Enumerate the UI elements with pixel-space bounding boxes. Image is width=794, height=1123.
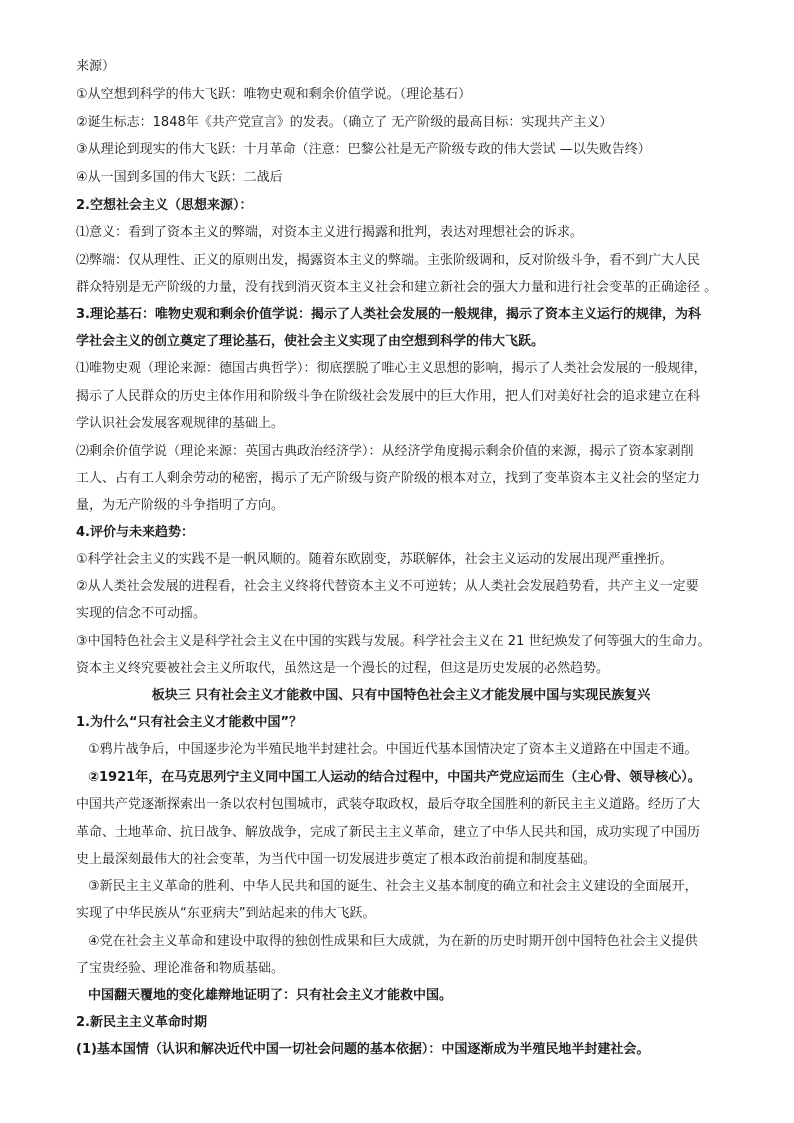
text-line: 革命、土地革命、抗日战争、解放战争，完成了新民主主义革命，建立了中华人民共和国，成功实现了中国历 xyxy=(76,825,701,840)
text-line: 工人、占有工人剩余劳动的秘密，揭示了无产阶级与资产阶级的根本对立，找到了变革资本主义社会的坚定力 xyxy=(76,471,701,486)
text-line: 来源） xyxy=(76,59,116,74)
text-line: ①从空想到科学的伟大飞跃：唯物史观和剩余价值学说。（理论基石） xyxy=(76,87,472,102)
text-line: 中国共产党逐渐探索出一条以农村包围城市，武装夺取政权，最后夺取全国胜利的新民主主义道路。经历了大 xyxy=(76,797,701,812)
text-line: 中国翻天覆地的变化雄辩地证明了：只有社会主义才能救中国。 xyxy=(88,988,453,1003)
text-line: ⑴唯物史观（理论来源：德国古典哲学）：彻底摆脱了唯心主义思想的影响，揭示了人类社会发展的一般规律， xyxy=(76,361,707,376)
section-heading: 2.空想社会主义（思想来源）： xyxy=(76,198,253,213)
block-title: 板块三 只有社会主义才能救中国、只有中国特色社会主义才能发展中国与实现民族复兴 xyxy=(151,688,651,703)
text-line: 实现了中华民族从“东亚病夫”到站起来的伟大飞跃。 xyxy=(76,906,376,921)
text-line: ②诞生标志：1848年《共产党宣言》的发表。（确立了 无产阶级的最高目标：实现共产主义） xyxy=(76,115,613,130)
section-heading: 4.评价与未来趋势： xyxy=(76,525,194,540)
text-line: ④党在社会主义革命和建设中取得的独创性成果和巨大成就，为在新的历史时期开创中国特色社会主义提供 xyxy=(88,934,698,949)
text-line: (1)基本国情（认识和解决近代中国一切社会问题的基本依据）：中国逐渐成为半殖民地半封建社会。 xyxy=(76,1042,650,1057)
section-heading: 3.理论基石：唯物史观和剩余价值学说：揭示了人类社会发展的一般规律，揭示了资本主义运行的规律，为科 xyxy=(76,307,701,322)
text-line: ①鸦片战争后，中国逐步沦为半殖民地半封建社会。中国近代基本国情决定了资本主义道路在中国走不通。 xyxy=(88,742,698,757)
text-line: 学社会主义的创立奠定了理论基石，使社会主义实现了由空想到科学的伟大飞跃。 xyxy=(76,334,545,349)
text-line: ③从理论到现实的伟大飞跃：十月革命（注意：巴黎公社是无产阶级专政的伟大尝试 —以失败告终） xyxy=(76,142,651,157)
text-line: 量，为无产阶级的斗争指明了方向。 xyxy=(76,498,285,513)
text-line: ①科学社会主义的实践不是一帆风顺的。随着东欧剧变，苏联解体，社会主义运动的发展出现严重挫折。 xyxy=(76,552,673,567)
text-line: 实现的信念不可动摇。 xyxy=(76,606,207,621)
text-line: ②从人类社会发展的进程看，社会主义终将代替资本主义不可逆转；从人类社会发展趋势看，共产主义一定要 xyxy=(76,579,699,594)
text-line: ⑵剩余价值学说（理论来源：英国古典政治经济学）：从经济学角度揭示剩余价值的来源，揭示了资本家剥削 xyxy=(76,444,694,459)
text-line: 揭示了人民群众的历史主体作用和阶级斗争在阶级社会发展中的巨大作用，把人们对美好社会的追求建立在科 xyxy=(76,389,701,404)
text-line: 学认识社会发展客观规律的基础上。 xyxy=(76,416,285,431)
text-line: ⑴意义：看到了资本主义的弊端，对资本主义进行揭露和批判，表达对理想社会的诉求。 xyxy=(76,225,584,240)
text-line: ⑵弊端：仅从理性、正义的原则出发，揭露资本主义的弊端。主张阶级调和，反对阶级斗争，看不到广大人民 xyxy=(76,253,701,268)
section-heading: 1.为什么“只有社会主义才能救中国”？ xyxy=(76,715,303,730)
text-line: 史上最深刻最伟大的社会变革，为当代中国一切发展进步奠定了根本政治前提和制度基础。 xyxy=(76,852,597,867)
text-line: 了宝贵经验、理论准备和物质基础。 xyxy=(76,961,285,976)
text-line: ③新民主主义革命的胜利、中华人民共和国的诞生、社会主义基本制度的确立和社会主义建设的全面展开， xyxy=(88,879,698,894)
text-line: ④从一国到多国的伟大飞跃：二战后 xyxy=(76,170,283,185)
text-line: 资本主义终究要被社会主义所取代，虽然这是一个漫长的过程，但这是历史发展的必然趋势。 xyxy=(76,661,610,676)
text-line: ③中国特色社会主义是科学社会主义在中国的实践与发展。科学社会主义在 21 世纪焕发了何等强大的生命力。 xyxy=(76,634,711,649)
section-heading: 2.新民主主义革命时期 xyxy=(76,1015,207,1030)
text-line: 群众特别是无产阶级的力量，没有找到消灭资本主义社会和建立新社会的强大力量和进行社会变革的正确途径 。 xyxy=(76,280,718,295)
text-line: ②1921年，在马克思列宁主义同中国工人运动的结合过程中，中国共产党应运而生（主心骨、领导核心）。 xyxy=(88,770,701,785)
